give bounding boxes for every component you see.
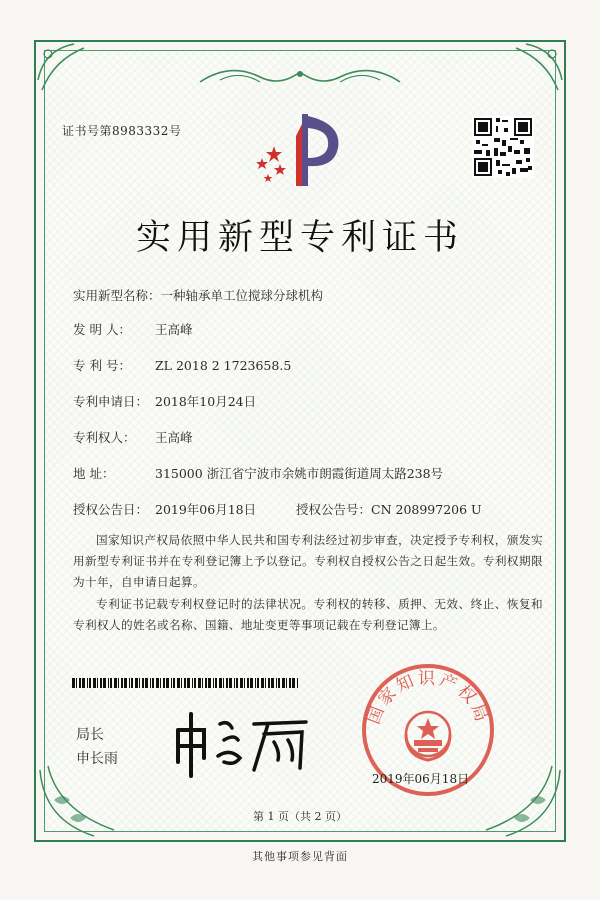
statement-paragraph-1: 国家知识产权局依照中华人民共和国专利法经过初步审查，决定授予专利权，颁发实用新型专利证书并在专利登记簿上予以登记。专利权自授权公告之日起生效。专利权期限为十年，自申请日起算。 [73, 533, 543, 589]
top-right-ornament [506, 40, 566, 100]
seal-text: 国家知识产权局 [363, 668, 493, 728]
certificate-title: 实用新型专利证书 [135, 218, 464, 258]
page-number: 第 1 页（共 2 页） [253, 810, 347, 823]
field-utility-model-name [73, 286, 323, 304]
field-announcement-number [296, 500, 482, 518]
field-label: 发 明 人： [73, 322, 131, 337]
bottom-left-ornament [34, 760, 124, 842]
field-patentee [73, 428, 193, 446]
qr-code [472, 116, 534, 178]
field-label: 专 利 号： [73, 358, 131, 373]
bureau-director-title: 局长 [76, 727, 104, 743]
field-value: CN 208997206 U [371, 502, 482, 517]
bureau-director-name: 申长雨 [76, 751, 118, 767]
barcode [72, 678, 300, 688]
footer-note: 其他事项参见背面 [252, 850, 348, 863]
field-value: 王高峰 [155, 430, 193, 445]
field-label: 专利申请日： [73, 394, 149, 409]
field-value: ZL 2018 2 1723658.5 [155, 358, 292, 373]
field-value: 王高峰 [155, 322, 193, 337]
field-patent-number [73, 356, 291, 374]
seal-date: 2019年06月18日 [372, 772, 470, 786]
top-ornament [190, 62, 410, 92]
field-value: 315000 浙江省宁波市余姚市朗霞街道周太路238号 [155, 466, 444, 481]
field-value: 一种轴承单工位搅球分球机构 [160, 288, 324, 303]
field-filing-date [73, 392, 256, 410]
field-value: 2019年06月18日 [155, 502, 257, 517]
field-value: 2018年10月24日 [155, 394, 257, 409]
field-label: 授权公告号： [296, 502, 372, 517]
patent-office-logo [250, 106, 360, 196]
statement-paragraph-2: 专利证书记载专利权登记时的法律状况。专利权的转移、质押、无效、终止、恢复和专利权人的姓名或名称、国籍、地址变更等事项记载在专利登记簿上。 [73, 597, 543, 632]
field-address [73, 464, 443, 482]
top-left-ornament [34, 40, 94, 100]
field-label: 专利权人： [73, 430, 136, 445]
certificate-number: 证书号第8983332号 [62, 124, 182, 138]
field-inventor [73, 320, 193, 338]
field-announcement-date [73, 500, 256, 518]
field-label: 授权公告日： [73, 502, 149, 517]
field-label: 实用新型名称： [73, 288, 161, 303]
director-signature [168, 700, 318, 780]
field-label: 地 址： [73, 466, 115, 481]
